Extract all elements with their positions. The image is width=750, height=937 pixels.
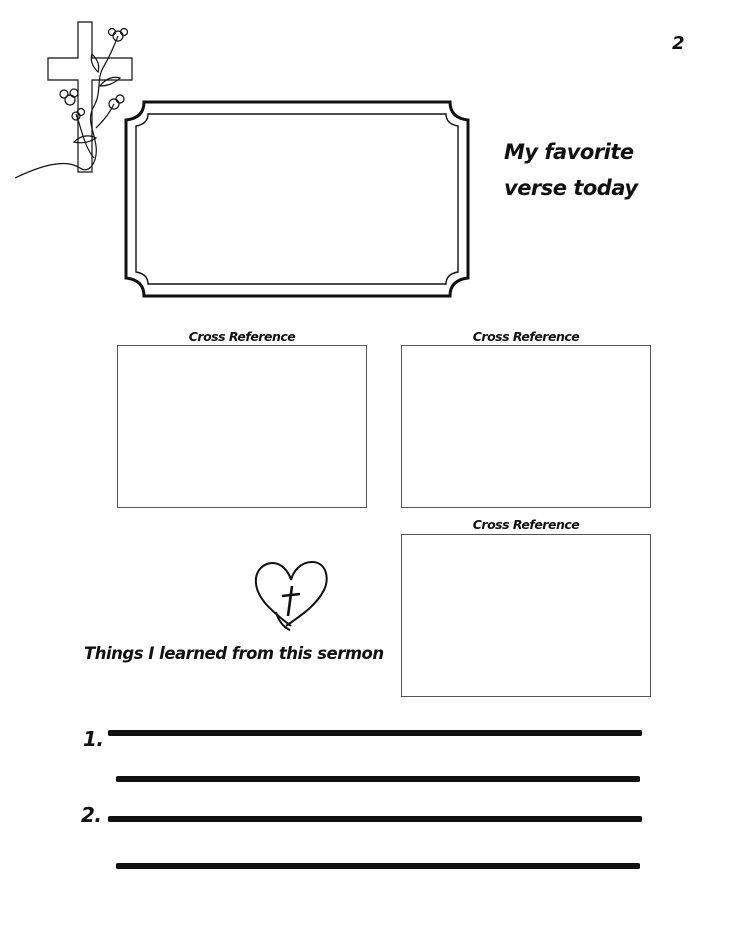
cross-reference-label: Cross Reference xyxy=(472,517,580,532)
cross-reference-label: Cross Reference xyxy=(188,329,296,344)
writing-line[interactable] xyxy=(108,728,642,738)
favorite-verse-title xyxy=(504,134,654,206)
learned-title: Things I learned from this sermon xyxy=(84,644,384,663)
item-number: 1. xyxy=(83,727,104,751)
favorite-verse-title-line2: verse today xyxy=(504,176,638,200)
writing-line[interactable] xyxy=(116,774,640,784)
cross-reference-box[interactable] xyxy=(401,345,651,508)
cross-reference-box[interactable] xyxy=(401,534,651,697)
page-number: 2 xyxy=(672,33,685,54)
cross-reference-label: Cross Reference xyxy=(472,329,580,344)
cross-reference-box[interactable] xyxy=(117,345,367,508)
item-number: 2. xyxy=(81,803,102,827)
cross-with-flowers-icon xyxy=(10,18,140,186)
heart-with-cross-icon xyxy=(250,556,332,632)
verse-frame[interactable] xyxy=(124,100,470,298)
writing-line[interactable] xyxy=(108,814,642,824)
writing-line[interactable] xyxy=(116,861,640,871)
favorite-verse-title-line1: My favorite xyxy=(504,140,634,164)
